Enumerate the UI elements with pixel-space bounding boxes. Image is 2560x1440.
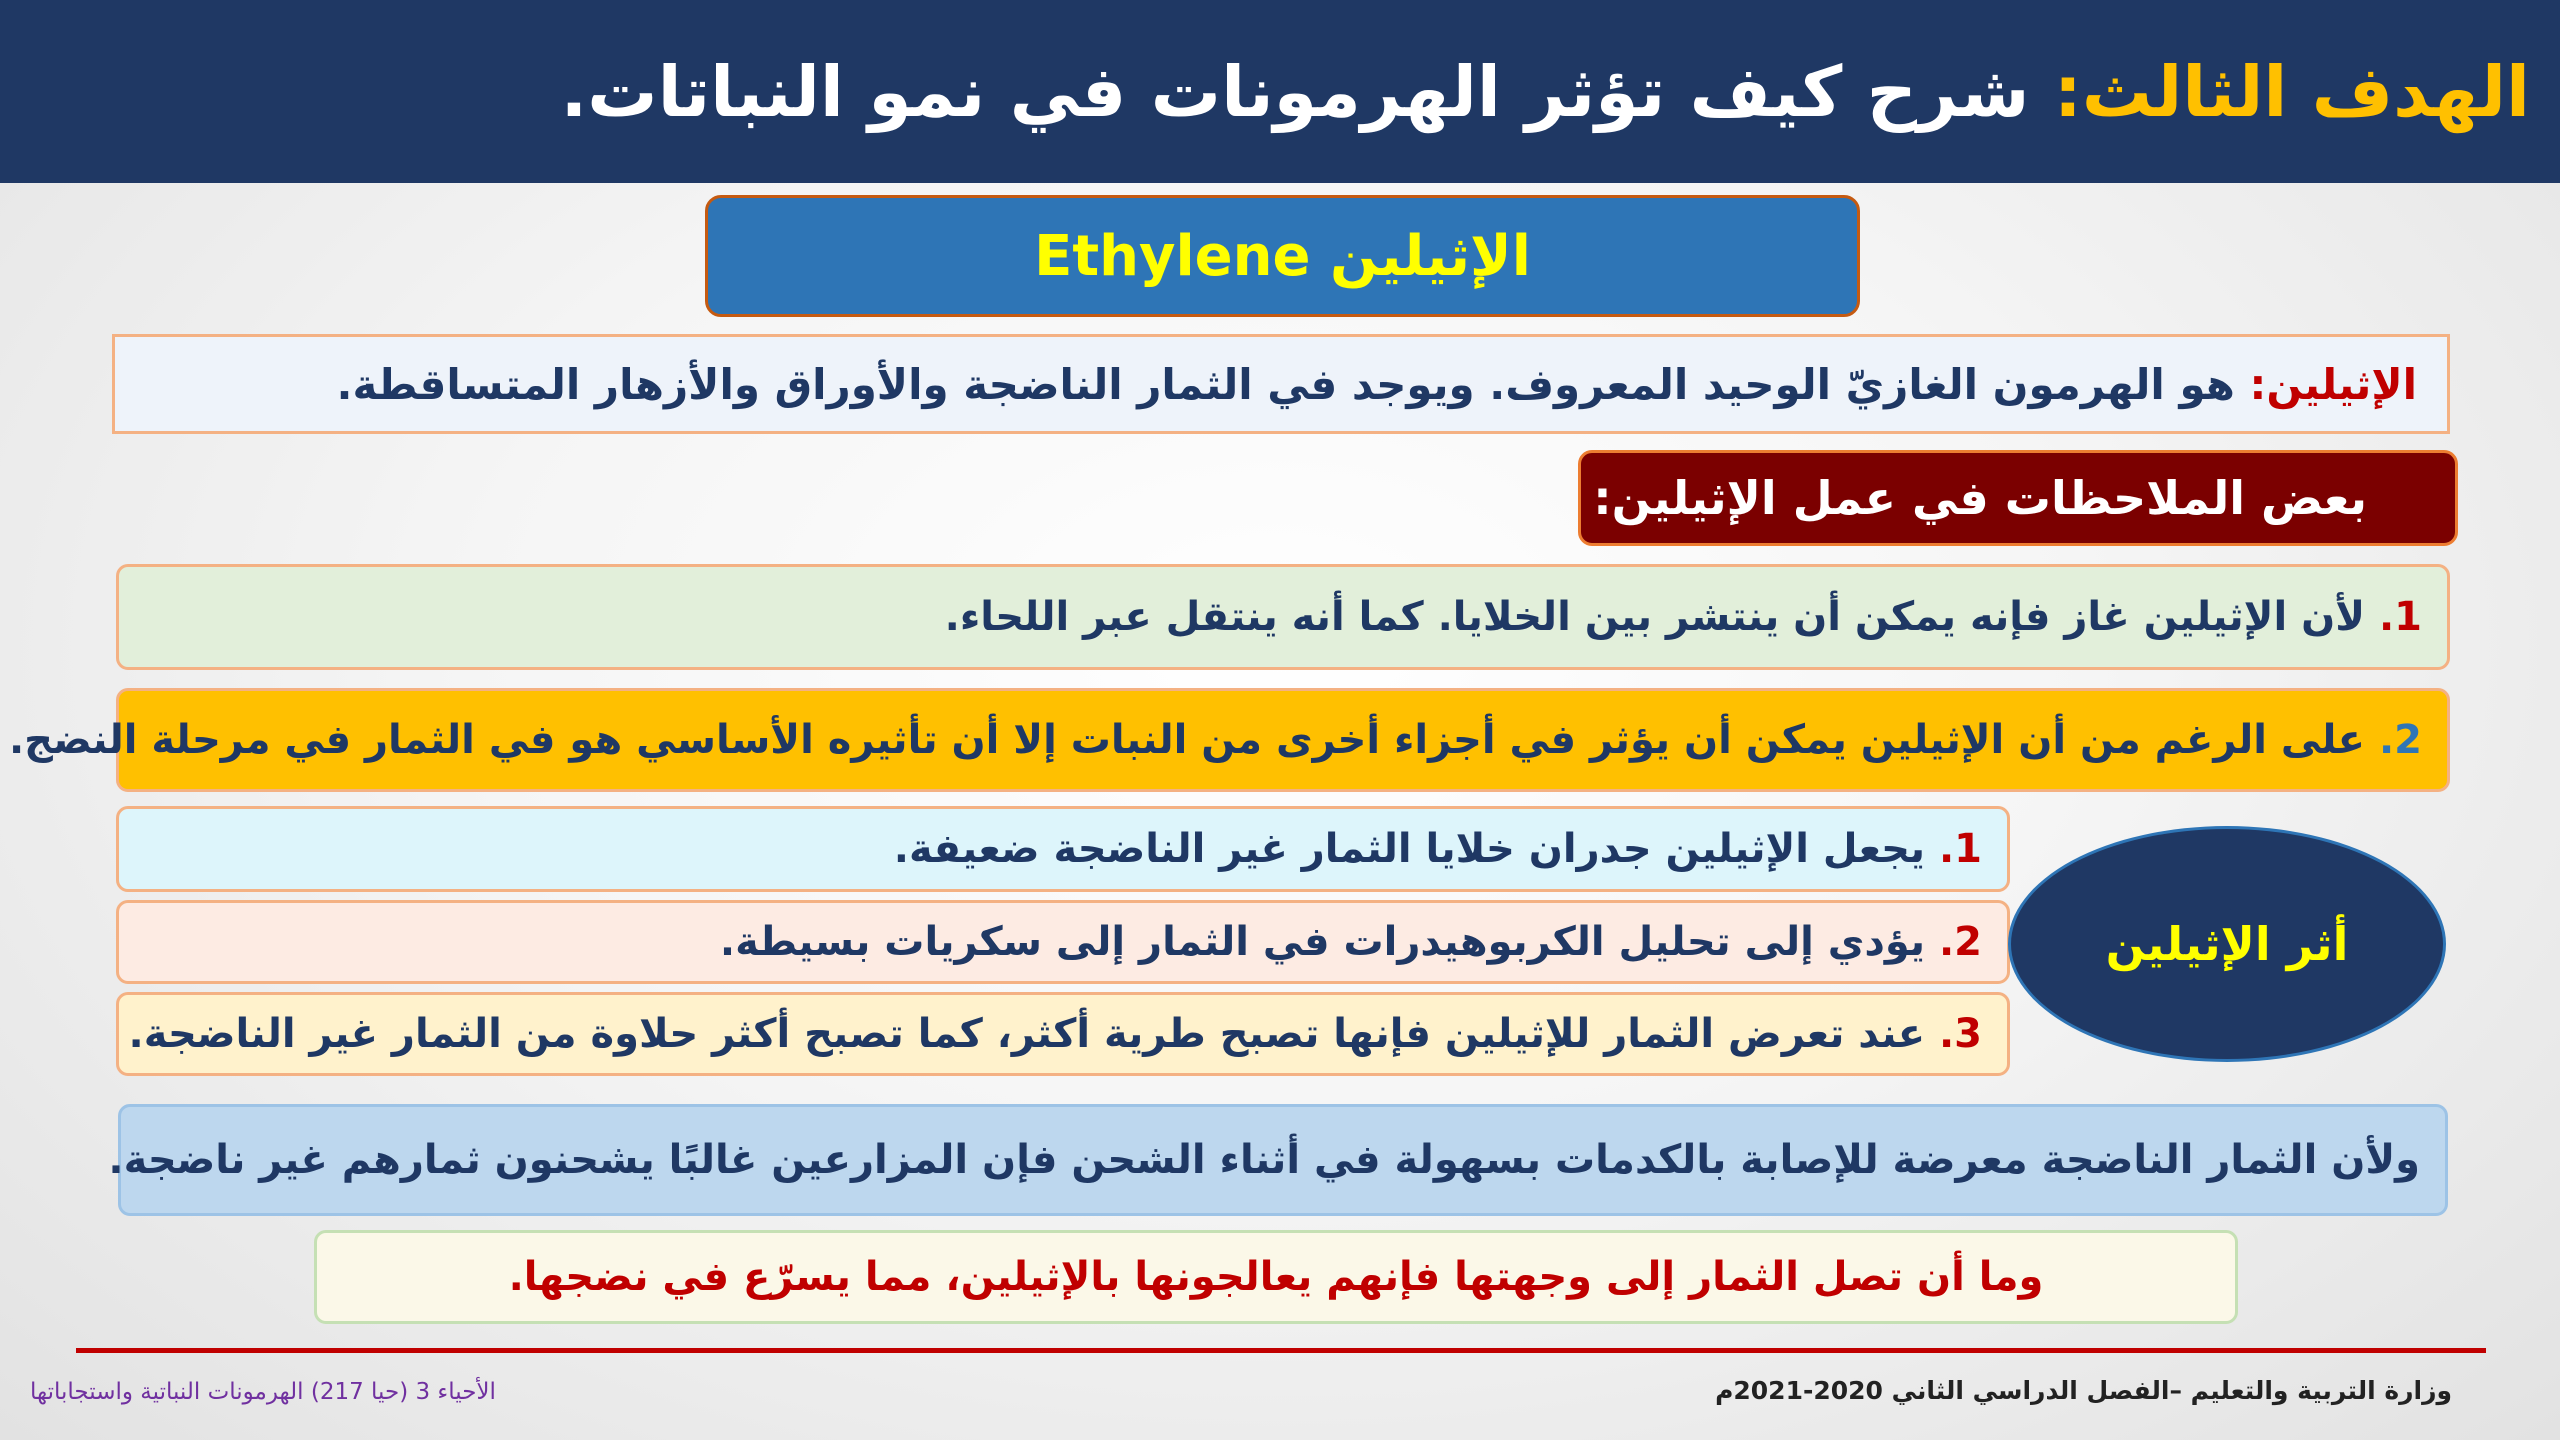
- header-bar: [0, 0, 2560, 183]
- page-title: شرح كيف تؤثر الهرمونات في نمو النباتات.: [560, 50, 2030, 133]
- footer-course: الأحياء 3 (حيا 217) الهرمونات النباتية واستجاباتها: [30, 1379, 496, 1405]
- definition-text: هو الهرمون الغازيّ الوحيد المعروف. ويوجد في الثمار الناضجة والأوراق والأزهار المتساقطة.: [336, 359, 2235, 409]
- shipping-note-text: ولأن الثمار الناضجة معرضة للإصابة بالكدمات بسهولة في أثناء الشحن فإن المزارعين غالبًا يشحنون ثمارهم غير ناضجة.: [108, 1137, 2420, 1183]
- observation-text: لأن الإثيلين غاز فإنه يمكن أن ينتشر بين الخلايا. كما أنه ينتقل عبر اللحاء.: [944, 594, 2366, 640]
- ripening-note-text: وما أن تصل الثمار إلى وجهتها فإنهم يعالجونها بالإثيلين، مما يسرّع في نضجها.: [508, 1254, 2044, 1300]
- effects-label-ellipse: [2008, 826, 2446, 1062]
- footer-divider: [76, 1348, 2486, 1353]
- footer-ministry: وزارة التربية والتعليم –الفصل الدراسي الثاني 2020-2021م: [1715, 1376, 2452, 1405]
- observation-item-2: [8, 688, 2450, 792]
- effect-item-1: [116, 806, 2010, 892]
- definition-box: [112, 334, 2450, 434]
- observation-text: على الرغم من أن الإثيلين يمكن أن يؤثر في أجزاء أخرى من النبات إلا أن تأثيره الأساسي هو في الثمار في مرحلة النضج.: [8, 717, 2366, 763]
- effect-text: عند تعرض الثمار للإثيلين فإنها تصبح طرية أكثر، كما تصبح أكثر حلاوة من الثمار غير الناضجة.: [128, 1011, 1926, 1057]
- effect-text: يجعل الإثيلين جدران خلايا الثمار غير الناضجة ضعيفة.: [893, 826, 1926, 872]
- observation-number: 2.: [2378, 717, 2422, 763]
- effect-item-3: [116, 992, 2010, 1076]
- ripening-note: [314, 1230, 2238, 1324]
- shipping-note: [108, 1104, 2448, 1216]
- effect-number: 2.: [1938, 919, 1982, 965]
- observation-number: 1.: [2378, 594, 2422, 640]
- observations-title: بعض الملاحظات في عمل الإثيلين:: [1593, 471, 2367, 525]
- objective-label: الهدف الثالث:: [2053, 50, 2530, 133]
- section-title: الإثيلين Ethylene: [1034, 223, 1531, 289]
- effect-number: 1.: [1938, 826, 1982, 872]
- observation-item-1: [116, 564, 2450, 670]
- effect-number: 3.: [1938, 1011, 1982, 1057]
- observations-title-box: [1578, 450, 2458, 546]
- effect-item-2: [116, 900, 2010, 984]
- effect-text: يؤدي إلى تحليل الكربوهيدرات في الثمار إلى سكريات بسيطة.: [719, 919, 1926, 965]
- effects-label: أثر الإثيلين: [2105, 917, 2349, 971]
- section-title-box: [705, 195, 1860, 317]
- header-title-line: [561, 51, 2530, 133]
- definition-term: الإثيلين:: [2249, 359, 2417, 409]
